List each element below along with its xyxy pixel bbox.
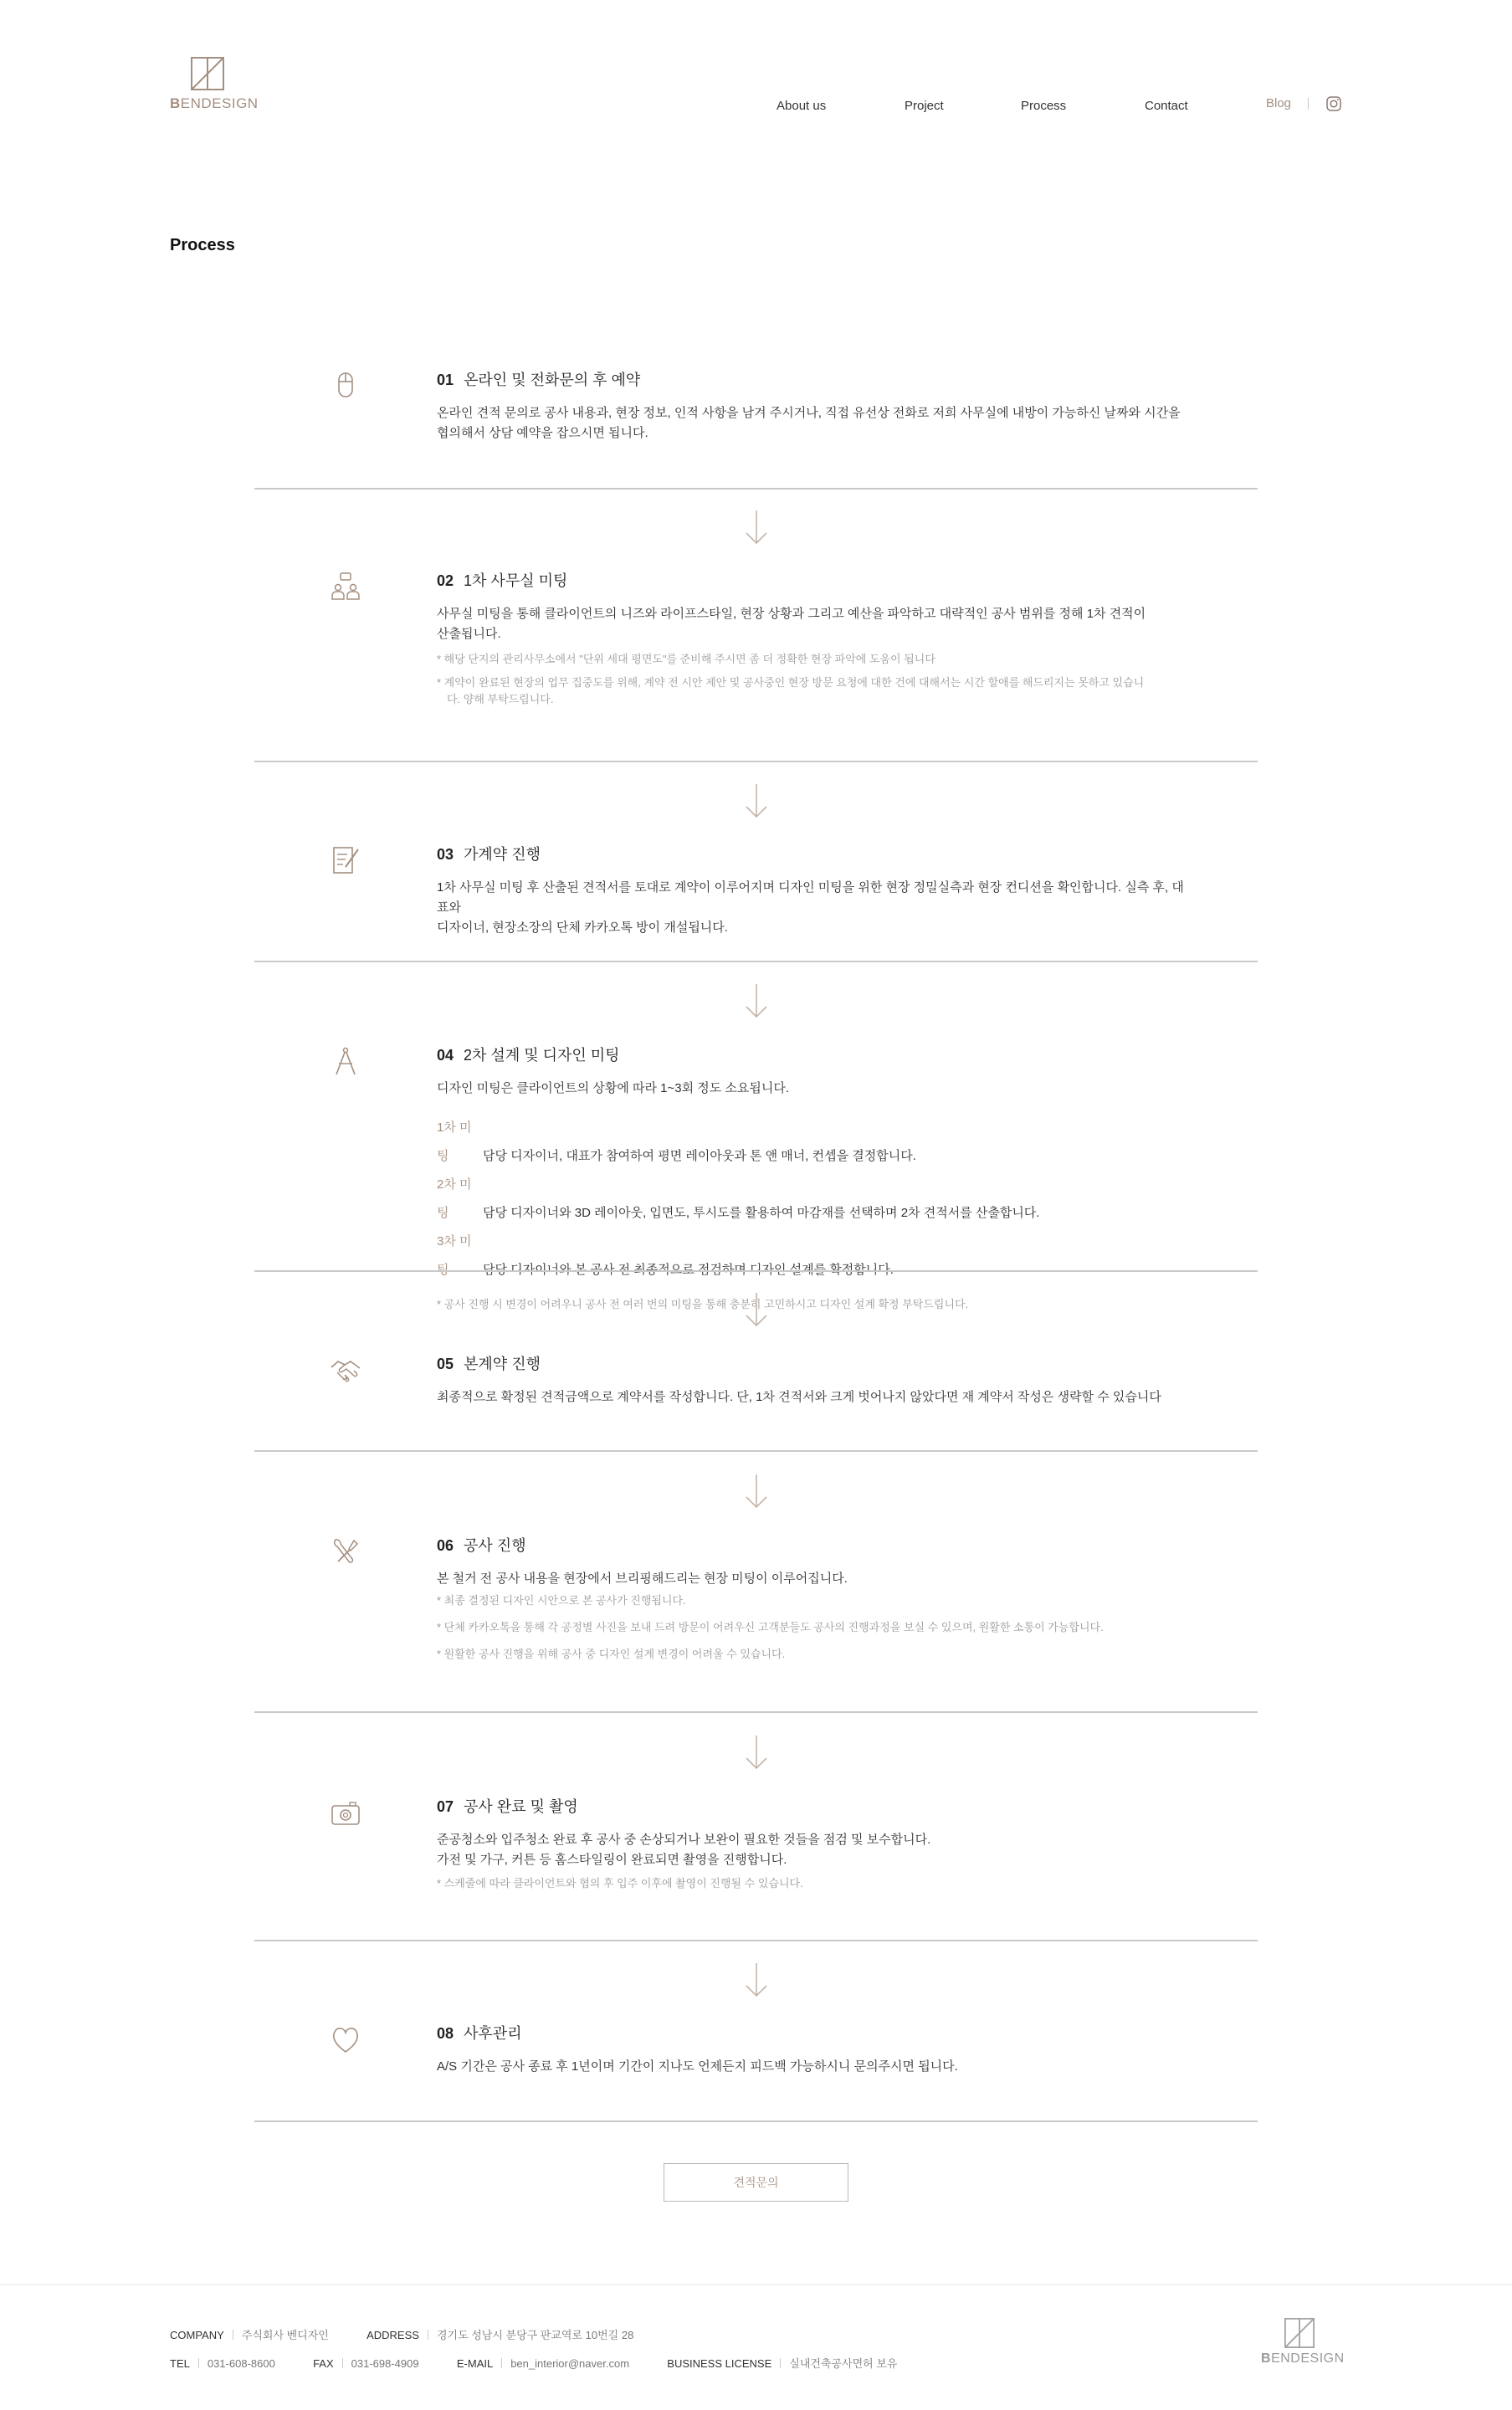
footer-label: COMPANY xyxy=(170,2329,224,2341)
page-title: Process xyxy=(170,236,235,254)
step-note: * 단체 카카오톡을 통해 각 공정별 사진을 보내 드려 방문이 어려우신 고객분들도 공사의 진행과정을 보실 수 있으며, 원활한 소통이 가능합니다. xyxy=(437,1621,1104,1633)
meeting-list xyxy=(437,1114,1190,1284)
arrow-down-icon xyxy=(744,1961,769,1998)
meeting-item: 1차 미팅 담당 디자이너, 대표가 참여하여 평면 레이아웃과 톤 앤 매너, 컨셉을 결정합니다. xyxy=(437,1120,916,1163)
footer-label: TEL xyxy=(170,2357,190,2370)
meeting-item: 2차 미팅 담당 디자이너와 3D 레이아웃, 입면도, 투시도를 활용하여 마감재를 선택하며 2차 견적서를 산출합니다. xyxy=(437,1177,1040,1220)
footer-license: 실내건축공사면허 보유 xyxy=(789,2357,898,2370)
meeting-people-icon xyxy=(329,571,362,604)
step-description: A/S 기간은 공사 종료 후 1년이며 기간이 지나도 언제든지 피드백 가능하시니 문의주시면 됩니다. xyxy=(437,2059,958,2074)
footer-contact-row xyxy=(170,2355,897,2371)
mouse-icon xyxy=(329,370,362,403)
footer-label: FAX xyxy=(313,2357,334,2370)
step-heading: 05 본계약 진행 xyxy=(437,1356,541,1372)
step-divider xyxy=(254,2120,1258,2122)
footer-email[interactable]: ben_interior@naver.com xyxy=(510,2357,630,2370)
step-note: * 원활한 공사 진행을 위해 공사 중 디자인 설계 변경이 어려울 수 있습니다. xyxy=(437,1648,786,1660)
step-heading: 07 공사 완료 및 촬영 xyxy=(437,1798,578,1815)
arrow-down-icon xyxy=(744,982,769,1019)
logo-text: BENDESIGN xyxy=(1261,2351,1345,2366)
instagram-icon[interactable] xyxy=(1325,95,1342,112)
step-description: 온라인 견적 문의로 공사 내용과, 현장 정보, 인적 사항을 남겨 주시거나, 직접 유선상 전화로 저희 사무실에 내방이 가능하신 날짜와 시간을 협의해서 상담 예약을 잡으시면 됩니다. xyxy=(437,406,1181,440)
header-divider xyxy=(1308,98,1309,110)
meeting-item: 3차 미 xyxy=(437,1234,472,1249)
step-description: 1차 사무실 미팅 후 산출된 견적서를 토대로 계약이 이루어지며 디자인 미팅을 위한 현장 정밀실측과 현장 컨디션을 확인합니다. 실측 후, 대표와 디자이너, 현장소장의 단체 카카오톡 방이 개설됩니다. xyxy=(437,880,1184,935)
step-divider xyxy=(254,1450,1258,1452)
step-divider xyxy=(254,1270,1258,1272)
step-note: * 계약이 완료된 현장의 업무 집중도를 위해, 계약 전 시안 제안 및 공사중인 현장 방문 요청에 대한 건에 대해서는 시간 할애를 해드리지는 못하고 있습니다. 양해 부탁드립니다. xyxy=(437,676,1145,705)
contract-icon xyxy=(329,844,362,878)
arrow-down-icon xyxy=(744,509,769,546)
step-note: * 해당 단지의 관리사무소에서 "단위 세대 평면도"를 준비해 주시면 좀 더 정확한 현장 파악에 도움이 됩니다 xyxy=(437,653,935,665)
logo-mark-icon xyxy=(191,57,224,90)
step-note: * 최종 결정된 디자인 시안으로 본 공사가 진행됩니다. xyxy=(437,1594,686,1607)
quote-inquiry-button[interactable]: 견적문의 xyxy=(664,2163,848,2202)
step-divider xyxy=(254,1711,1258,1713)
step-description: 최종적으로 확정된 견적금액으로 계약서를 작성합니다. 단, 1차 견적서와 크게 벗어나지 않았다면 재 계약서 작성은 생략할 수 있습니다 xyxy=(437,1390,1161,1404)
heart-icon xyxy=(329,2023,362,2057)
compass-icon xyxy=(329,1045,362,1079)
logo-mark-icon xyxy=(1284,2318,1315,2348)
footer-label: BUSINESS LICENSE xyxy=(667,2357,772,2370)
step-heading: 08 사후관리 xyxy=(437,2025,522,2042)
tools-icon xyxy=(329,1536,362,1569)
step-heading: 04 2차 설계 및 디자인 미팅 xyxy=(437,1047,620,1064)
handshake-icon xyxy=(329,1354,362,1387)
step-divider xyxy=(254,961,1258,962)
nav-about-us[interactable]: About us xyxy=(777,99,827,113)
footer-company: 주식회사 벤디자인 xyxy=(241,2329,329,2341)
footer-tel: 031-608-8600 xyxy=(207,2357,275,2370)
nav-blog[interactable]: Blog xyxy=(1266,96,1292,110)
nav-project[interactable]: Project xyxy=(905,99,944,113)
step-description: 준공청소와 입주청소 완료 후 공사 중 손상되거나 보완이 필요한 것들을 점검 및 보수합니다. 가전 및 가구, 커튼 등 홈스타일링이 완료되면 촬영을 진행합니다. xyxy=(437,1833,931,1867)
logo-text: BENDESIGN xyxy=(170,95,259,111)
step-divider xyxy=(254,1940,1258,1941)
step-heading: 06 공사 진행 xyxy=(437,1537,526,1554)
step-heading: 02 1차 사무실 미팅 xyxy=(437,572,568,589)
nav-contact[interactable]: Contact xyxy=(1145,99,1188,113)
footer-address: 경기도 성남시 분당구 판교역로 10번길 28 xyxy=(436,2329,634,2341)
step-heading: 01 온라인 및 전화문의 후 예약 xyxy=(437,372,641,388)
arrow-down-icon xyxy=(744,1473,769,1510)
step-note: * 공사 진행 시 변경이 어려우니 공사 전 여러 번의 미팅을 통해 충분히 고민하시고 디자인 설계 확정 부탁드립니다. xyxy=(437,1298,969,1310)
footer-fax: 031-698-4909 xyxy=(351,2357,419,2370)
footer-company-row xyxy=(170,2326,633,2342)
footer-divider xyxy=(0,2284,1512,2285)
footer-logo[interactable] xyxy=(1261,2318,1346,2366)
step-divider xyxy=(254,761,1258,762)
footer-label: E-MAIL xyxy=(456,2357,494,2370)
nav-process[interactable]: Process xyxy=(1021,99,1067,113)
step-description: 디자인 미팅은 클라이언트의 상황에 따라 1~3회 정도 소요됩니다. xyxy=(437,1081,790,1095)
step-divider xyxy=(254,488,1258,490)
footer-label: ADDRESS xyxy=(366,2329,419,2341)
arrow-down-icon xyxy=(744,782,769,819)
step-note: * 스케줄에 따라 클라이언트와 협의 후 입주 이후에 촬영이 진행될 수 있습니다. xyxy=(437,1877,803,1890)
arrow-down-icon xyxy=(744,1291,769,1328)
step-description: 사무실 미팅을 통해 클라이언트의 니즈와 라이프스타일, 현장 상황과 그리고 예산을 파악하고 대략적인 공사 범위를 정해 1차 견적이 산출됩니다. xyxy=(437,607,1146,641)
arrow-down-icon xyxy=(744,1734,769,1771)
step-description: 본 철거 전 공사 내용을 현장에서 브리핑해드리는 현장 미팅이 이루어집니다. xyxy=(437,1572,848,1586)
camera-icon xyxy=(329,1797,362,1830)
step-heading: 03 가계약 진행 xyxy=(437,846,541,863)
